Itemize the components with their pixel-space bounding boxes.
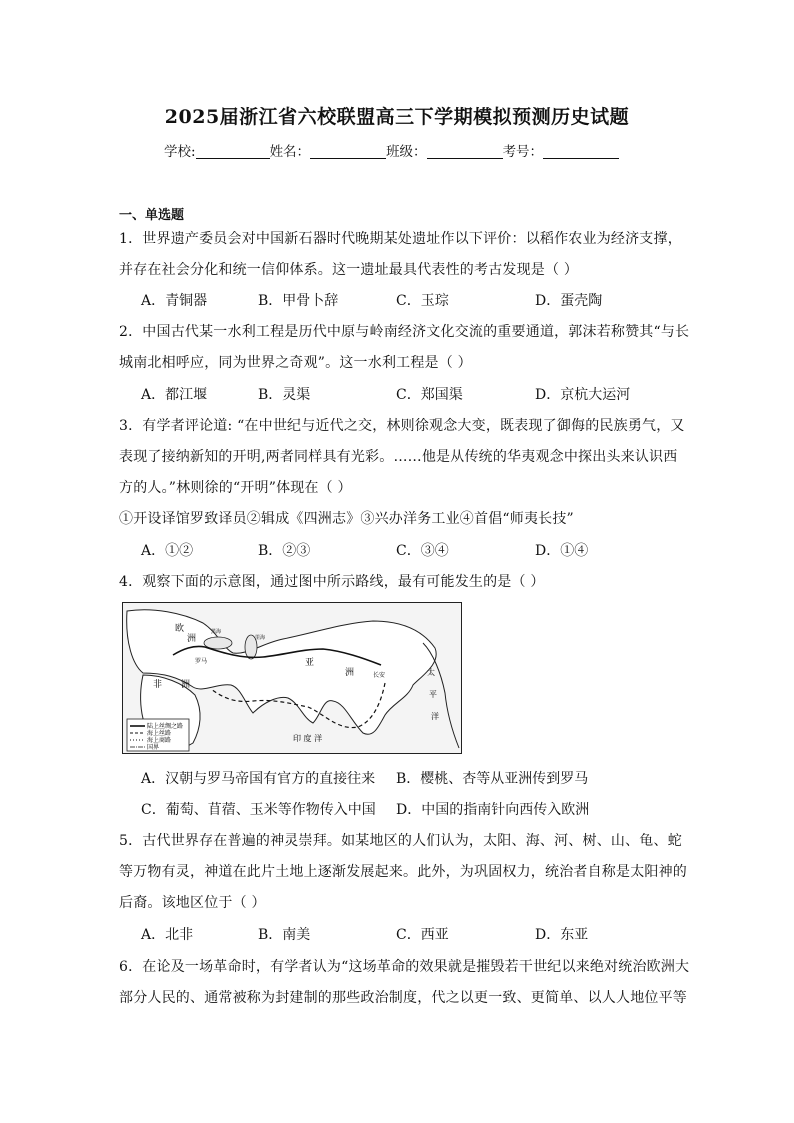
map-drawing <box>123 603 461 753</box>
student-info-line <box>164 140 619 160</box>
option-d[interactable]: D．中国的指南针向西传入欧洲 <box>396 802 590 818</box>
map-label: 洲 <box>187 634 197 644</box>
question-5-line-1: 5．古代世界存在普遍的神灵崇拜。如某地区的人们认为，太阳、海、河、树、山、龟、蛇 <box>119 833 682 849</box>
question-4-line-1: 4．观察下面的示意图，通过图中所示路线，最有可能发生的是（ ） <box>119 574 545 590</box>
map-label: 里海 <box>255 635 266 641</box>
exam-number-label: 考号： <box>502 144 544 160</box>
map-label: 欧 <box>175 624 185 634</box>
option-b[interactable]: B．甲骨卜辞 <box>258 293 339 309</box>
question-5-line-2: 等万物有灵，神道在此片土地上逐渐发展起来。此外，为巩固权力，统治者自称是太阳神的 <box>119 864 687 880</box>
option-d[interactable]: D．①④ <box>535 543 589 559</box>
option-c[interactable]: C．③④ <box>396 543 449 559</box>
class-blank[interactable] <box>427 144 503 159</box>
map-label: 罗马 <box>195 658 208 665</box>
question-3-line-3: 方的人。”林则徐的“开明”体现在（ ） <box>119 480 352 496</box>
map-label: 洲 <box>181 680 191 690</box>
legend-label: 海上丝路 <box>147 730 172 737</box>
map-label: 印 度 洋 <box>293 734 323 743</box>
option-b[interactable]: B．樱桃、杏等从亚洲传到罗马 <box>396 771 589 787</box>
map-label: 长安 <box>373 672 386 679</box>
option-b[interactable]: B．灵渠 <box>258 387 311 403</box>
map-label: 非 <box>153 680 163 690</box>
name-blank[interactable] <box>310 144 386 159</box>
option-b[interactable]: B．②③ <box>258 543 311 559</box>
class-label: 班级： <box>386 144 427 160</box>
page-title: 2025届浙江省六校联盟高三下学期模拟预测历史试题 <box>164 106 630 128</box>
question-6-line-1: 6．在论及一场革命时，有学者认为“这场革命的效果就是摧毁若干世纪以来绝对统治欧洲大 <box>119 959 690 975</box>
question-1-line-1: 1．世界遗产委员会对中国新石器时代晚期某处遗址作以下评价：以稻作农业为经济支撑， <box>119 231 682 247</box>
option-a[interactable]: A．汉朝与罗马帝国有官方的直接往来 <box>141 771 376 787</box>
option-d[interactable]: D．蛋壳陶 <box>535 293 603 309</box>
section-heading: 一、单选题 <box>119 208 185 223</box>
map-label: 洲 <box>345 668 355 678</box>
legend-label: 海上商路 <box>147 737 172 744</box>
option-a[interactable]: A．①② <box>141 543 194 559</box>
name-label: 姓名： <box>269 144 311 160</box>
legend-label: 国界 <box>147 744 160 751</box>
option-a[interactable]: A．青铜器 <box>141 293 208 309</box>
option-c[interactable]: C．玉琮 <box>396 293 449 309</box>
option-a[interactable]: A．都江堰 <box>141 387 208 403</box>
school-blank[interactable] <box>196 144 270 159</box>
map-label: 平 <box>429 690 437 699</box>
question-6-line-2: 部分人民的、通常被称为封建制的那些政治制度，代之以更一致、更简单、以人人地位平等 <box>119 990 687 1006</box>
legend-label: 陆上丝绸之路 <box>147 723 184 730</box>
question-3-line-1: 3．有学者评论道: “在中世纪与近代之交，林则徐观念大变，既表现了御侮的民族勇气，又 <box>119 418 685 434</box>
question-2-line-1: 2．中国古代某一水利工程是历代中原与岭南经济文化交流的重要通道，郭沫若称赞其“与长 <box>119 324 690 340</box>
map-label: 黑海 <box>211 629 222 635</box>
silk-road-map <box>122 602 462 754</box>
question-1-line-2: 并存在社会分化和统一信仰体系。这一遗址最具代表性的考古发现是（ ） <box>119 262 579 278</box>
option-d[interactable]: D．东亚 <box>535 927 589 943</box>
question-5-line-3: 后裔。该地区位于（ ） <box>119 895 266 911</box>
option-b[interactable]: B．南美 <box>258 927 311 943</box>
map-label: 亚 <box>305 658 315 668</box>
option-c[interactable]: C．郑国渠 <box>396 387 463 403</box>
question-3-line-4: ①开设译馆罗致译员②辑成《四洲志》③兴办洋务工业④首倡“师夷长技” <box>119 511 574 527</box>
school-label: 学校: <box>164 144 196 160</box>
map-label: 太 <box>427 668 435 677</box>
option-a[interactable]: A．北非 <box>141 927 194 943</box>
exam-number-blank[interactable] <box>543 144 619 159</box>
question-2-line-2: 城南北相呼应，同为世界之奇观”。这一水利工程是（ ） <box>119 355 472 371</box>
question-3-line-2: 表现了接纳新知的开明,两者同样具有光彩。……他是从传统的华夷观念中探出头来认识西 <box>119 449 678 465</box>
map-label: 洋 <box>431 712 439 721</box>
option-c[interactable]: C．葡萄、苜蓿、玉米等作物传入中国 <box>141 802 376 818</box>
option-d[interactable]: D．京杭大运河 <box>535 387 631 403</box>
option-c[interactable]: C．西亚 <box>396 927 449 943</box>
